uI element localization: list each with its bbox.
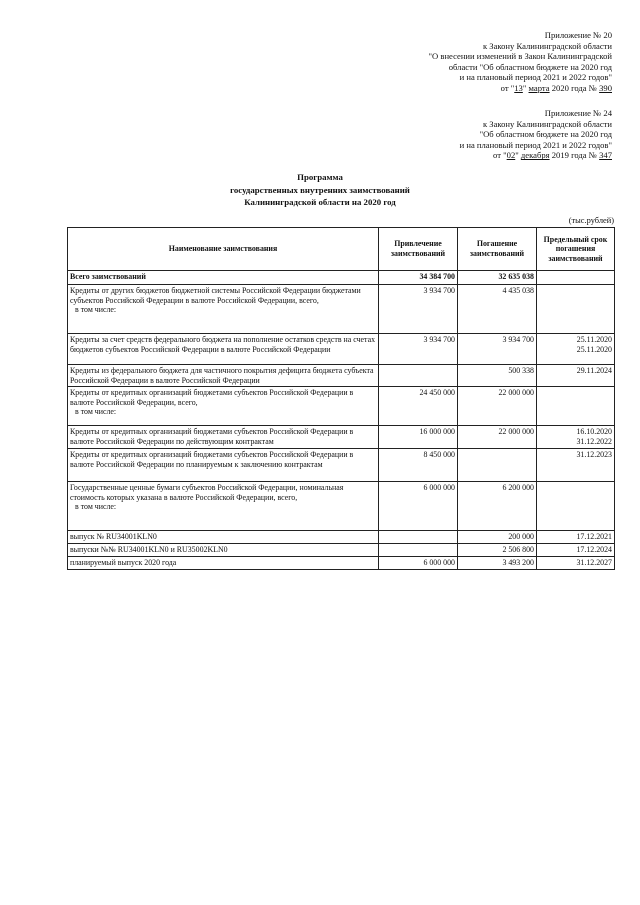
annex-law-title: "Об областном бюджете на 2020 год <box>479 129 612 140</box>
header-repayment: Погашение заимствований <box>458 228 537 271</box>
header-name: Наименование заимствования <box>68 228 379 271</box>
header-borrowing: Привлечение заимствований <box>379 228 458 271</box>
table-row: Кредиты из федерального бюджета для частичного покрытия дефицита бюджета субъекта Российской Федерации в валюте Российской Федерации 500 338 29.11.2024 <box>68 365 615 387</box>
table-row: выпуски №№ RU34001KLN0 и RU35002KLN0 2 506 800 17.12.2024 <box>68 544 615 557</box>
annex-24-header <box>460 108 612 161</box>
table-row: Кредиты от кредитных организаций бюджетами субъектов Российской Федерации в валюте Российской Федерации, всего, в том числе: 24 450 000 22 000 000 <box>68 387 615 426</box>
header-deadline: Предельный срок погашения заимствований <box>537 228 615 271</box>
annex-law-title: области "Об областном бюджете на 2020 год <box>448 61 612 72</box>
annex-date: от "02" декабря 2019 года № 347 <box>493 150 612 161</box>
annex-law-title: "О внесении изменений в Закон Калининградской <box>428 51 612 62</box>
table-row-total: Всего заимствований 34 384 700 32 635 038 <box>68 271 615 285</box>
annex-law-title: и на плановый период 2021 и 2022 годов" <box>459 139 612 150</box>
units-label: (тыс.рублей) <box>568 216 614 225</box>
annex-law-ref: к Закону Калининградской области <box>482 40 612 51</box>
borrowing-table <box>67 227 615 570</box>
table-row: выпуск № RU34001KLN0 200 000 17.12.2021 <box>68 531 615 544</box>
annex-law-ref: к Закону Калининградской области <box>482 118 612 129</box>
table-row: Кредиты от кредитных организаций бюджетами субъектов Российской Федерации в валюте Российской Федерации по планируемым к заключению контрактам 8 450 000 31.12.2023 <box>68 449 615 482</box>
table-row: Кредиты от кредитных организаций бюджетами субъектов Российской Федерации в валюте Российской Федерации по действующим контрактам 16 000 000 22 000 000 16.10.2020 31.12.2022 <box>68 426 615 449</box>
annex-number: Приложение № 24 <box>544 108 612 118</box>
document-title: Программа государственных внутренних заимствований Калининградской области на 2020 год <box>230 172 410 208</box>
table-row: планируемый выпуск 2020 года 6 000 000 3 493 200 31.12.2027 <box>68 557 615 570</box>
annex-date: от "13" марта 2020 года № 390 <box>500 82 612 93</box>
annex-number: Приложение № 20 <box>544 30 612 40</box>
table-row: Государственные ценные бумаги субъектов Российской Федерации, номинальная стоимость которых указана в валюте Российской Федерации, всего, в том числе: 6 000 000 6 200 000 <box>68 482 615 531</box>
annex-20-header <box>429 30 612 94</box>
table-row: Кредиты за счет средств федерального бюджета на пополнение остатков средств на счетах бюджетов субъектов Российской Федерации в валюте Российской Федерации 3 934 700 3 934 700 25.11.2020 25.11.2020 <box>68 334 615 365</box>
table-header-row <box>68 228 615 271</box>
table-row: Кредиты от других бюджетов бюджетной системы Российской Федерации бюджетами субъектов Российской Федерации в валюте Российской Федерации, всего, в том числе: 3 934 700 4 435 038 <box>68 285 615 334</box>
annex-law-title: и на плановый период 2021 и 2022 годов" <box>459 72 612 83</box>
